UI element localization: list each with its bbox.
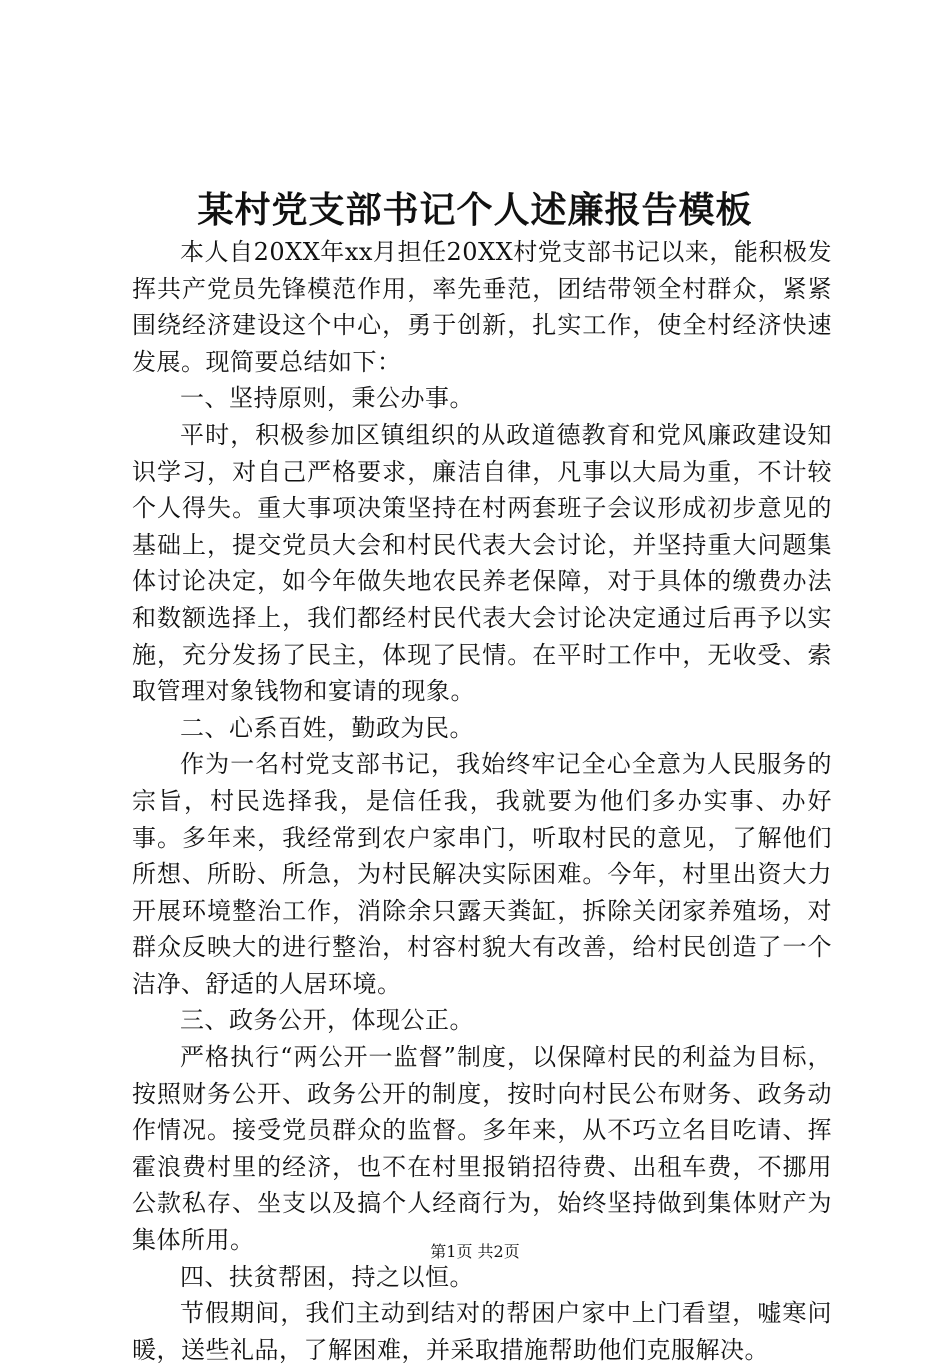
- section-heading-2: 二、心系百姓，勤政为民。: [180, 713, 474, 742]
- paragraph-intro: 本人自20XX年xx月担任20XX村党支部书记以来，能积极发挥共产党员先锋模范作用，率先垂范，团结带领全村群众，紧紧围绕经济建设这个中心，勇于创新，扎实工作，使全村经济快速发展。现简要总结如下：: [132, 238, 832, 376]
- paragraph-section-4: 节假期间，我们主动到结对的帮困户家中上门看望，嘘寒问暖，送些礼品，了解困难，并采取措施帮助他们克服解决。: [132, 1299, 832, 1364]
- paragraph-section-1: 平时，积极参加区镇组织的从政道德教育和党风廉政建设知识学习，对自己严格要求，廉洁自律，凡事以大局为重，不计较个人得失。重大事项决策坚持在村两套班子会议形成初步意见的基础上，提交党员大会和村民代表大会讨论，并坚持重大问题集体讨论决定，如今年做失地农民养老保障，对于具体的缴费办法和数额选择上，我们都经村民代表大会讨论决定通过后再予以实施，充分发扬了民主，体现了民情。在平时工作中，无收受、索取管理对象钱物和宴请的现象。: [132, 420, 832, 706]
- section-heading-3: 三、政务公开，体现公正。: [180, 1006, 474, 1035]
- document-body: [132, 234, 832, 1368]
- section-heading-4: 四、扶贫帮困，持之以恒。: [180, 1262, 474, 1291]
- document-title: 某村党支部书记个人述廉报告模板: [197, 189, 753, 231]
- paragraph-section-2: 作为一名村党支部书记，我始终牢记全心全意为人民服务的宗旨，村民选择我，是信任我，我就要为他们多办实事、办好事。多年来，我经常到农户家串门，听取村民的意见，了解他们所想、所盼、所急，为村民解决实际困难。今年，村里出资大力开展环境整治工作，消除余只露天粪缸，拆除关闭家养殖场，对群众反映大的进行整治，村容村貌大有改善，给村民创造了一个洁净、舒适的人居环境。: [132, 750, 832, 998]
- paragraph-section-3: 严格执行“两公开一监督”制度，以保障村民的利益为目标，按照财务公开、政务公开的制度，按时向村民公布财务、政务动作情况。接受党员群众的监督。多年来，从不巧立名目吃请、挥霍浪费村里的经济，也不在村里报销招待费、出租车费，不挪用公款私存、坐支以及搞个人经商行为，始终坚持做到集体财产为集体所用。: [132, 1043, 832, 1255]
- page-footer: 第1页 共2页: [430, 1242, 520, 1261]
- section-heading-1: 一、坚持原则，秉公办事。: [180, 384, 474, 413]
